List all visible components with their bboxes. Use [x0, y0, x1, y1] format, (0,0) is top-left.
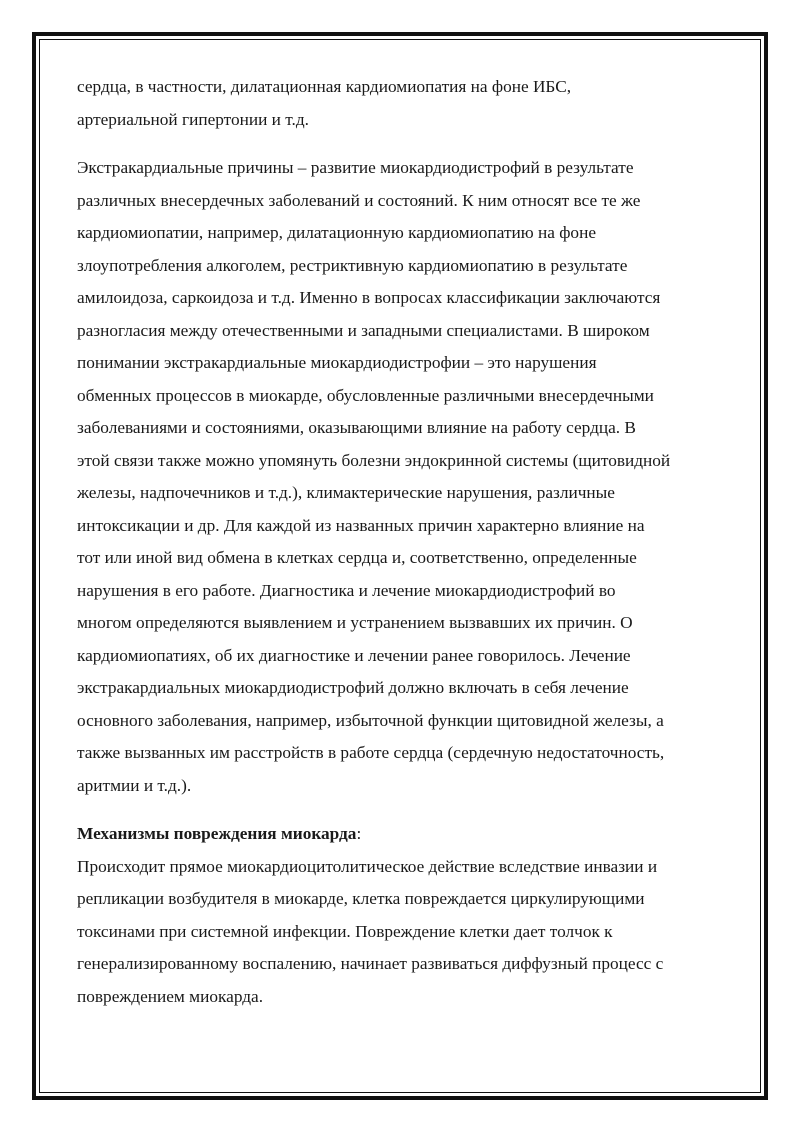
text-line: аритмии и т.д.).	[77, 775, 192, 795]
text-line: амилоидоза, саркоидоза и т.д. Именно в вопросах классификации заключаются	[77, 288, 661, 307]
section-heading-colon: :	[356, 824, 362, 843]
text-line: генерализированному воспалению, начинает развиваться диффузный процесс с	[77, 954, 664, 973]
text-line: также вызванных им расстройств в работе сердца (сердечную недостаточность,	[77, 743, 665, 762]
text-line: репликации возбудителя в миокарде, клетка повреждается циркулирующими	[77, 889, 645, 908]
text-line: обменных процессов в миокарде, обусловленные различными внесердечными	[77, 385, 654, 405]
paragraph-continuation	[77, 71, 727, 136]
text-line: нарушения в его работе. Диагностика и лечение миокардиодистрофий во	[77, 580, 616, 600]
text-line: кардиомиопатиях, об их диагностике и лечении ранее говорилось. Лечение	[77, 645, 631, 665]
section-damage-mechanisms	[77, 818, 727, 1013]
text-line: этой связи также можно упомянуть болезни эндокринной системы (щитовидной	[77, 450, 671, 470]
text-line: понимании экстракардиальные миокардиодистрофии – это нарушения	[77, 353, 597, 372]
text-line: заболеваниями и состояниями, оказывающими влияние на работу сердца. В	[77, 418, 636, 437]
document-body	[77, 71, 727, 1013]
text-line: многом определяются выявлением и устранением вызвавших их причин. О	[77, 613, 633, 632]
section-heading: Механизмы повреждения миокарда	[77, 824, 357, 843]
text-line: токсинами при системной инфекции. Повреждение клетки дает толчок к	[77, 921, 613, 941]
text-line: сердца, в частности, дилатационная кардиомиопатия на фоне ИБС,	[77, 77, 572, 96]
text-line: Происходит прямое миокардиоцитолитическое действие вследствие инвазии и	[77, 856, 658, 876]
text-line: злоупотребления алкоголем, рестриктивную кардиомиопатию в результате	[77, 255, 628, 275]
text-line: артериальной гипертонии и т.д.	[77, 109, 309, 129]
text-line: кардиомиопатии, например, дилатационную кардиомиопатию на фоне	[77, 223, 596, 242]
text-line: основного заболевания, например, избыточной функции щитовидной железы, а	[77, 710, 664, 730]
text-line: разногласия между отечественными и западными специалистами. В широком	[77, 320, 650, 340]
paragraph-extracardial-causes	[77, 152, 727, 802]
text-line: тот или иной вид обмена в клетках сердца и, соответственно, определенные	[77, 548, 637, 567]
text-line: железы, надпочечников и т.д.), климактерические нарушения, различные	[77, 483, 615, 502]
text-line: интоксикации и др. Для каждой из названных причин характерно влияние на	[77, 515, 645, 535]
text-line: экстракардиальных миокардиодистрофий должно включать в себя лечение	[77, 678, 629, 697]
text-line: различных внесердечных заболеваний и состояний. К ним относят все те же	[77, 190, 641, 210]
text-line: повреждением миокарда.	[77, 986, 264, 1006]
text-line: Экстракардиальные причины – развитие миокардиодистрофий в результате	[77, 158, 634, 177]
